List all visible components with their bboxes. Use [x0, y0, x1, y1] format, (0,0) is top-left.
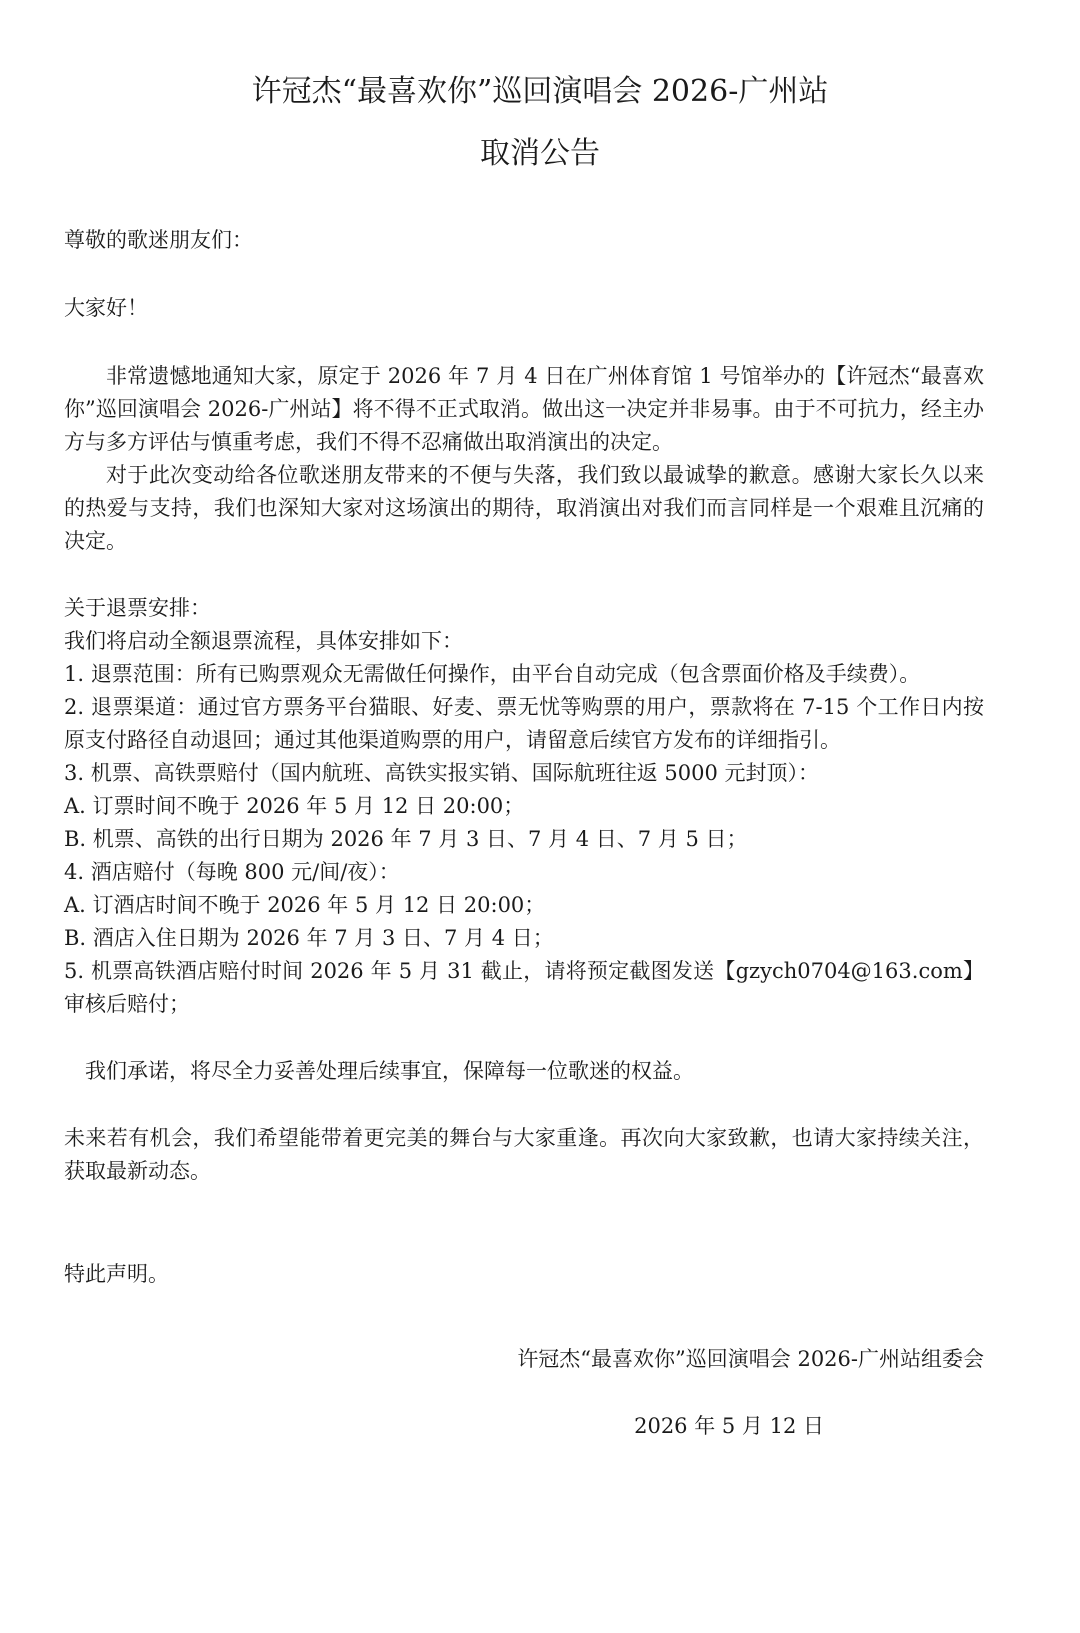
signature: 许冠杰“最喜欢你”巡回演唱会 2026-广州站组委会: [517, 1347, 984, 1371]
refund-item: B. 酒店入住日期为 2026 年 7 月 3 日、7 月 4 日；: [64, 926, 554, 950]
refund-item: A. 订酒店时间不晚于 2026 年 5 月 12 日 20:00；: [64, 893, 546, 917]
refund-item: 2. 退票渠道：通过官方票务平台猫眼、好麦、票无忧等购票的用户，票款将在 7-15 个工作日内按原支付路径自动退回；通过其他渠道购票的用户，请留意后续官方发布的详细指引。: [64, 695, 984, 752]
refund-item: 1. 退票范围：所有已购票观众无需做任何操作，由平台自动完成（包含票面价格及手续费）。: [64, 662, 921, 686]
refund-item: 4. 酒店赔付（每晚 800 元/间/夜）：: [64, 860, 400, 884]
refund-item: 5. 机票高铁酒店赔付时间 2026 年 5 月 31 截止，请将预定截图发送【gzych0704@163.com】审核后赔付；: [64, 959, 984, 1016]
promise-paragraph: 我们承诺，将尽全力妥善处理后续事宜，保障每一位歌迷的权益。: [85, 1059, 694, 1083]
document-subtitle: 取消公告: [480, 136, 600, 171]
statement: 特此声明。: [64, 1262, 169, 1286]
refund-item: A. 订票时间不晚于 2026 年 5 月 12 日 20:00；: [64, 794, 525, 818]
refund-heading: 关于退票安排：: [64, 596, 211, 620]
salutation: 尊敬的歌迷朋友们：: [64, 228, 253, 252]
paragraph-cancellation: 非常遗憾地通知大家，原定于 2026 年 7 月 4 日在广州体育馆 1 号馆举办的【许冠杰“最喜欢你”巡回演唱会 2026-广州站】将不得不正式取消。做出这一决定并非易事。由于不可抗力，经主办方与多方评估与慎重考虑，我们不得不忍痛做出取消演出的决定。: [64, 364, 984, 454]
future-paragraph: 未来若有机会，我们希望能带着更完美的舞台与大家重逢。再次向大家致歉，也请大家持续关注，获取最新动态。: [64, 1126, 984, 1183]
greeting: 大家好！: [64, 296, 148, 320]
document-date: 2026 年 5 月 12 日: [634, 1414, 824, 1438]
refund-item: 3. 机票、高铁票赔付（国内航班、高铁实报实销、国际航班往返 5000 元封顶）：: [64, 761, 820, 785]
refund-item: B. 机票、高铁的出行日期为 2026 年 7 月 3 日、7 月 4 日、7 月 5 日；: [64, 827, 748, 851]
refund-intro: 我们将启动全额退票流程，具体安排如下：: [64, 629, 463, 653]
refund-list: [64, 658, 984, 1021]
document-title: 许冠杰“最喜欢你”巡回演唱会 2026-广州站: [251, 74, 829, 109]
paragraph-apology: 对于此次变动给各位歌迷朋友带来的不便与失落，我们致以最诚挚的歉意。感谢大家长久以来的热爱与支持，我们也深知大家对这场演出的期待，取消演出对我们而言同样是一个艰难且沉痛的决定。: [64, 463, 984, 553]
